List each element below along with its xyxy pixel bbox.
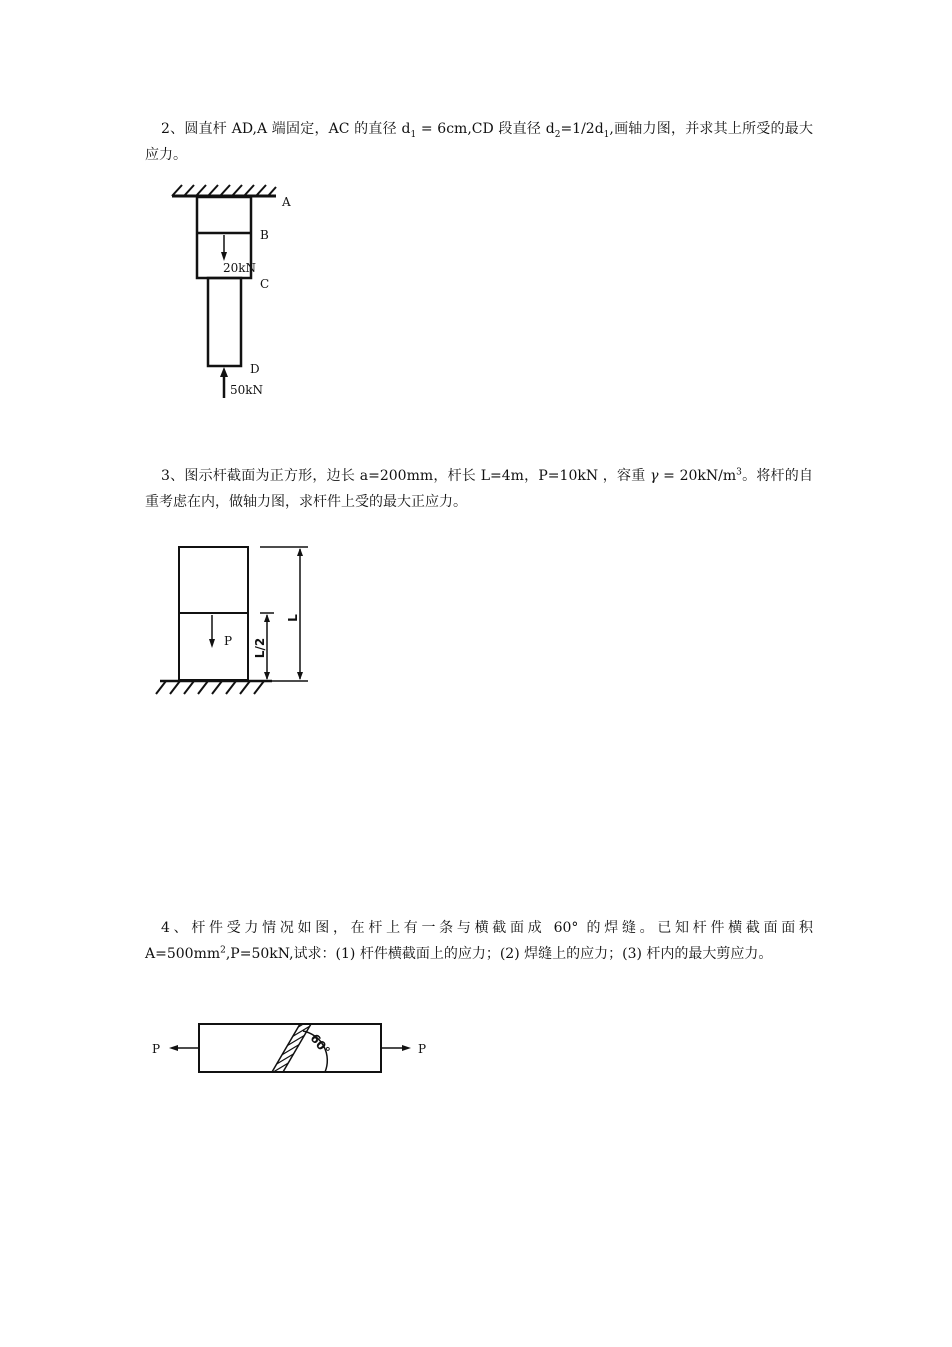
dimension-lines [260, 547, 308, 681]
left-force-label: P [152, 1042, 161, 1056]
dim-label-l: L [286, 614, 300, 622]
problem-2-text-b: = 6cm,CD 段直径 d [416, 121, 555, 137]
problem-4-text-b: ,P=50kN,试求：(1) 杆件横截面上的应力；(2) 焊缝上的应力；(3) 杆内的最大剪应力。 [225, 946, 773, 962]
force-arrow-d [220, 367, 228, 398]
problem-4-text-a: 4、杆件受力情况如图，在杆上有一条与横截面成 60° 的焊缝。已知杆件横截面面积A=500mm [145, 920, 813, 962]
label-d: D [250, 362, 260, 376]
label-a: A [282, 195, 291, 209]
problem-3-text [145, 463, 813, 515]
problem-2-sub-3: 1 [603, 129, 610, 140]
force-label-b: 20kN [223, 261, 257, 275]
label-c: C [260, 277, 270, 291]
rod-body [199, 1024, 381, 1072]
problem-2-text-c: =1/2d [560, 121, 604, 137]
problem-2-sub-2: 2 [554, 129, 561, 140]
problem-3-gamma: γ [650, 468, 659, 484]
problem-2-text-d: ,画轴力图，并求其上所受的最大应力。 [145, 121, 814, 163]
problem-2-sub-1: 1 [410, 129, 417, 140]
force-label-d: 50kN [230, 383, 264, 397]
problem-4-sup: 2 [220, 945, 226, 956]
force-arrow-b [221, 235, 227, 261]
problem-3-text-a: 3、图示杆截面为正方形，边长 a=200mm，杆长 L=4m，P=10kN ，容重 [161, 468, 651, 484]
load-arrow-p [209, 615, 215, 648]
problem-3-text-c: 。将杆的自重考虑在内，做轴力图，求杆件上受的最大正应力。 [145, 468, 814, 510]
right-force-arrow [381, 1045, 411, 1051]
right-force-label: P [418, 1042, 427, 1056]
dim-label-l-half: L/2 [253, 637, 267, 659]
problem-4-text [145, 915, 813, 967]
problem-3-figure [150, 540, 315, 700]
problem-4-figure [145, 1015, 445, 1083]
angle-label: 60° [307, 1031, 333, 1058]
label-b: B [260, 228, 269, 242]
left-force-arrow [169, 1045, 199, 1051]
ground-support-hatch [156, 681, 272, 694]
problem-2-text-a: 2、圆直杆 AD,A 端固定，AC 的直径 d [161, 121, 411, 137]
problem-3-sup: 3 [736, 467, 742, 478]
problem-3-text-b: = 20kN/m [658, 468, 737, 484]
segment-cd [208, 278, 241, 366]
fixed-support-hatch [172, 185, 276, 196]
problem-2-text [145, 116, 813, 168]
problem-2-figure [160, 180, 310, 405]
load-label-p: P [224, 634, 233, 648]
